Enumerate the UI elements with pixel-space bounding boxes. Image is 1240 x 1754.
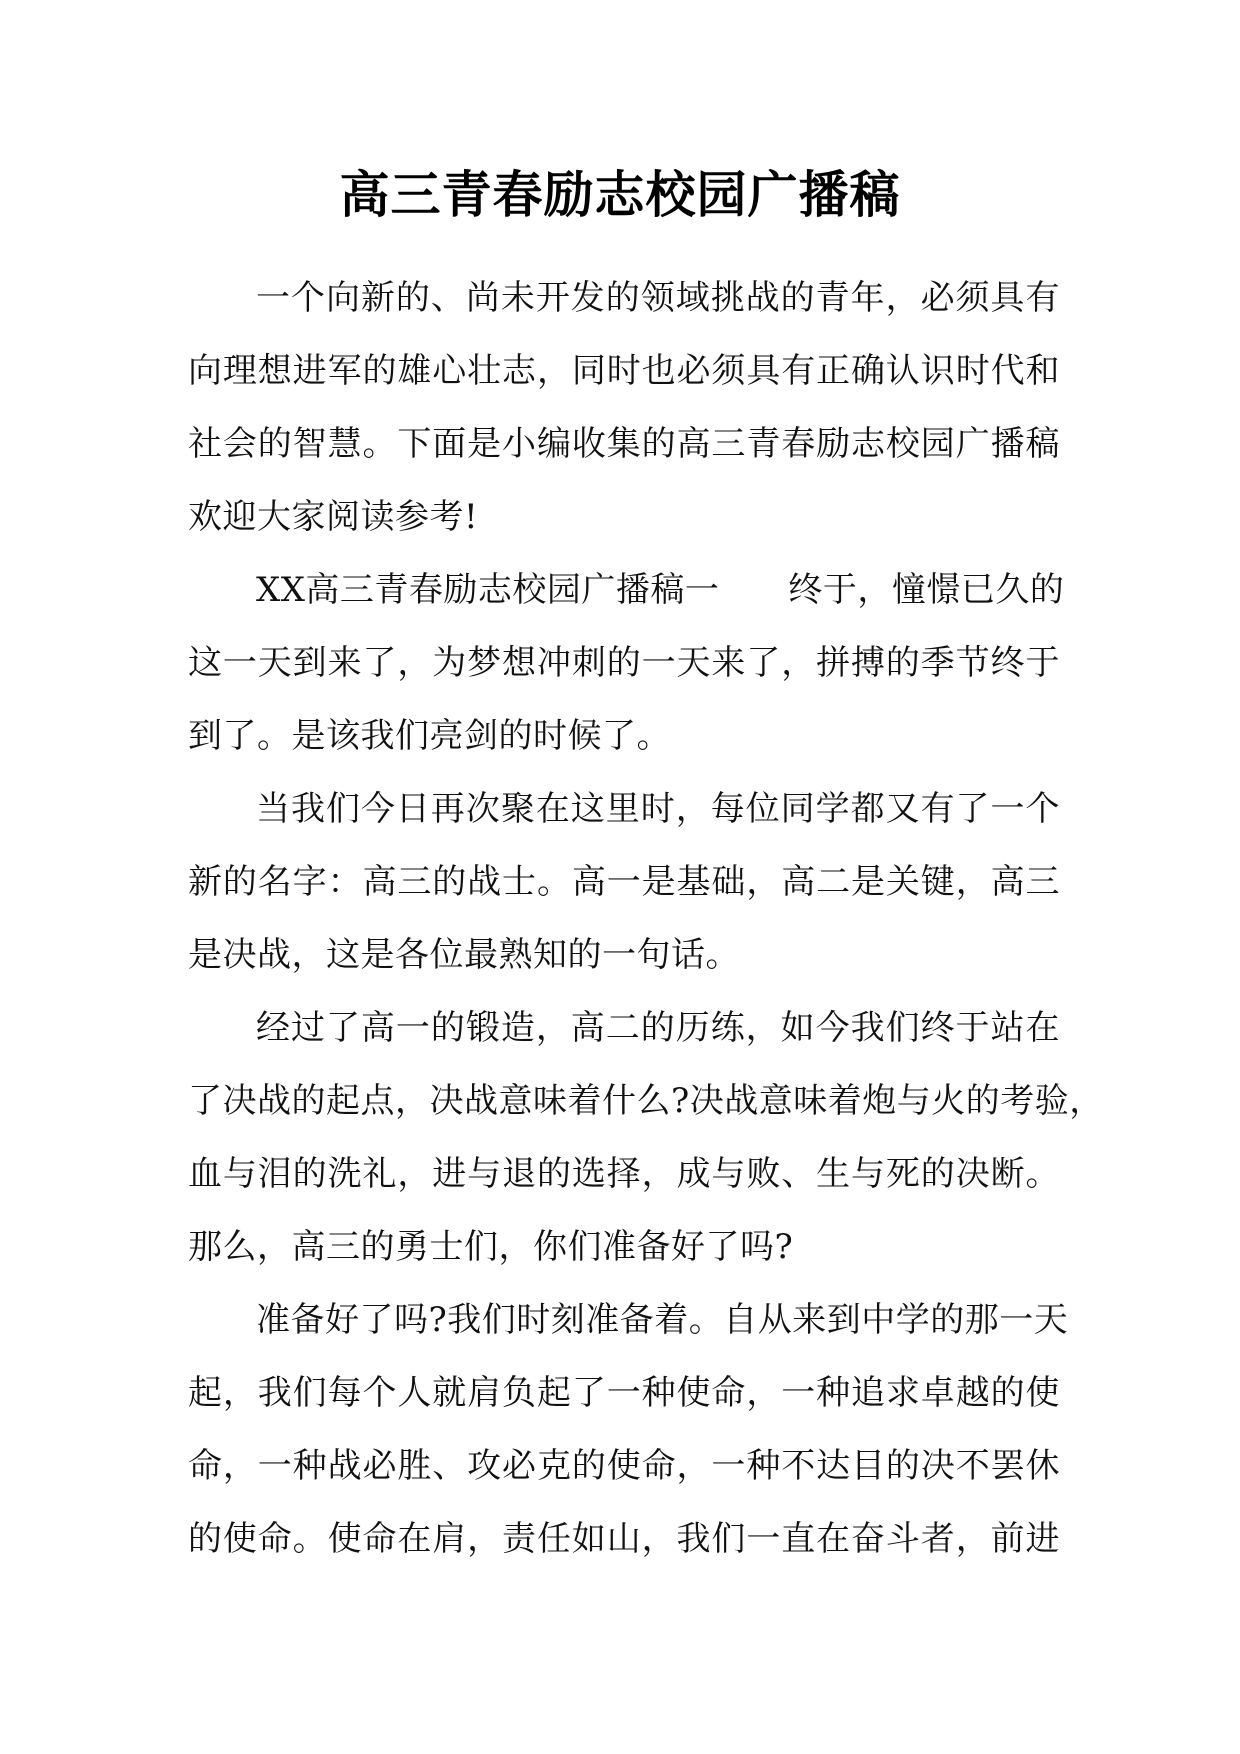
text-line: 准备好了吗?我们时刻准备着。自从来到中学的那一天 (256, 1300, 1069, 1340)
text-line: 起，我们每个人就肩负起了一种使命，一种追求卓越的使 (188, 1373, 1060, 1413)
text-line: XX高三青春励志校园广播稿一 终于，憧憬已久的 (256, 570, 1065, 610)
paragraph-4 (188, 992, 1104, 1284)
paragraph-5 (188, 1284, 1069, 1576)
text-line: 血与泪的洗礼，进与退的选择，成与败、生与死的决断。 (188, 1154, 1060, 1194)
text-line: 是决战，这是各位最熟知的一句话。 (188, 935, 740, 975)
text-line: 社会的智慧。下面是小编收集的高三青春励志校园广播稿 (188, 424, 1060, 464)
text-line: 了决战的起点，决战意味着什么?决战意味着炮与火的考验， (188, 1081, 1104, 1121)
text-line: 那么，高三的勇士们，你们准备好了吗? (188, 1227, 794, 1267)
paragraph-3 (188, 773, 1060, 992)
text-line: 到了。是该我们亮剑的时候了。 (188, 716, 671, 756)
text-line: 的使命。使命在肩，责任如山，我们一直在奋斗者，前进 (188, 1519, 1060, 1559)
text-line: 经过了高一的锻造，高二的历练，如今我们终于站在 (256, 1008, 1060, 1048)
text-line: 这一天到来了，为梦想冲刺的一天来了，拼搏的季节终于 (188, 643, 1060, 683)
paragraph-1 (188, 262, 1060, 554)
document-title: 高三青春励志校园广播稿 (339, 165, 901, 224)
text-line: 命，一种战必胜、攻必克的使命，一种不达目的决不罢休 (188, 1446, 1060, 1486)
text-line: 当我们今日再次聚在这里时，每位同学都又有了一个 (256, 789, 1060, 829)
document-body (188, 262, 1104, 1576)
text-line: 向理想进军的雄心壮志，同时也必须具有正确认识时代和 (188, 351, 1060, 391)
text-line: 欢迎大家阅读参考! (188, 497, 479, 537)
text-line: 新的名字：高三的战士。高一是基础，高二是关键，高三 (188, 862, 1060, 902)
text-line: 一个向新的、尚未开发的领域挑战的青年，必须具有 (256, 278, 1060, 318)
paragraph-2 (188, 554, 1065, 773)
